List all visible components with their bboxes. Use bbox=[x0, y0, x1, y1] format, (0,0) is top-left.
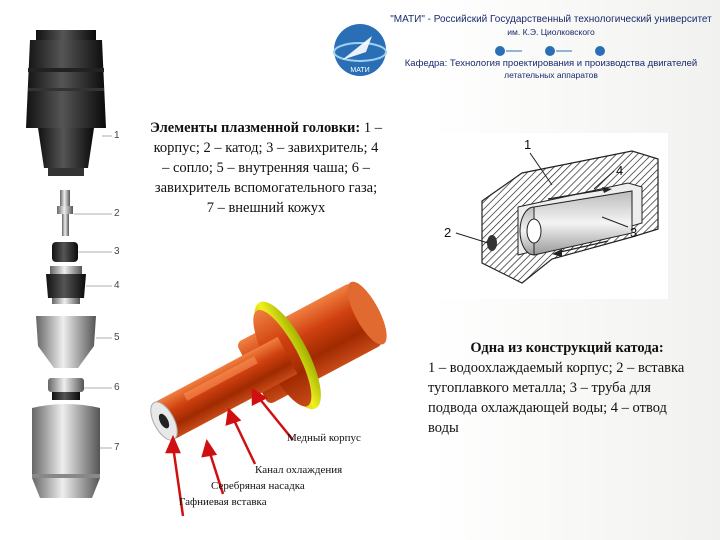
diagram-label-3: 3 bbox=[630, 225, 638, 240]
department-name-line2: летательных аппаратов bbox=[504, 70, 598, 80]
cathode-body: 1 – водоохлаждаемый корпус; 2 – вставка тугоплавкого металла; 3 – труба для подвода охлаждающей воды; 4 – отвод воды bbox=[428, 360, 685, 436]
diagram-label-2: 2 bbox=[444, 225, 452, 240]
diagram-label-1: 1 bbox=[524, 137, 532, 152]
exploded-label-1: 1 bbox=[114, 130, 120, 141]
cathode-part bbox=[57, 190, 73, 236]
cathode-title: Одна из конструкций катода: bbox=[470, 340, 664, 356]
elements-body: 1 – корпус; 2 – катод; 3 – завихритель; 4 – сопло; 5 – внутренняя чаша; 6 – завихритель вспомогательного газа; 7 – внешний кожух bbox=[153, 120, 382, 216]
cathode-section-drawing bbox=[432, 133, 668, 299]
exploded-label-6: 6 bbox=[114, 382, 120, 393]
department-name: Кафедра: Технология проектирования и производства двигателей bbox=[404, 58, 698, 69]
university-name: "МАТИ" - Российский Государственный технологический университет bbox=[390, 14, 712, 25]
housing-part bbox=[26, 30, 106, 176]
copper-cathode-illustration bbox=[147, 268, 399, 518]
label-silver-tip: Серебряная насадка bbox=[211, 480, 305, 492]
label-hafnium-insert: Гафниевая вставка bbox=[179, 496, 267, 508]
decorative-dots bbox=[492, 44, 612, 58]
inner-cup-part bbox=[36, 316, 96, 368]
diagram-label-4: 4 bbox=[616, 163, 624, 178]
label-cooling-channel: Канал охлаждения bbox=[255, 464, 343, 476]
cathode-description bbox=[428, 338, 698, 438]
plasma-head-exploded-view bbox=[8, 8, 136, 538]
exploded-label-4: 4 bbox=[114, 280, 120, 291]
exploded-label-3: 3 bbox=[114, 246, 120, 257]
swirler-part bbox=[52, 242, 78, 262]
university-named-after: им. К.Э. Циолковского bbox=[507, 27, 595, 37]
logo-text: МАТИ bbox=[350, 67, 370, 74]
exploded-label-2: 2 bbox=[114, 208, 120, 219]
outer-shield-part bbox=[32, 404, 100, 498]
elements-description bbox=[150, 118, 382, 218]
mati-logo bbox=[332, 22, 388, 78]
cathode-section-diagram bbox=[432, 133, 668, 299]
elements-title: Элементы плазменной головки: bbox=[150, 120, 361, 136]
aux-swirler-part bbox=[48, 378, 84, 400]
nozzle-part bbox=[46, 266, 86, 304]
label-copper-body: Медный корпус bbox=[287, 432, 361, 444]
exploded-label-7: 7 bbox=[114, 442, 120, 453]
exploded-label-5: 5 bbox=[114, 332, 120, 343]
